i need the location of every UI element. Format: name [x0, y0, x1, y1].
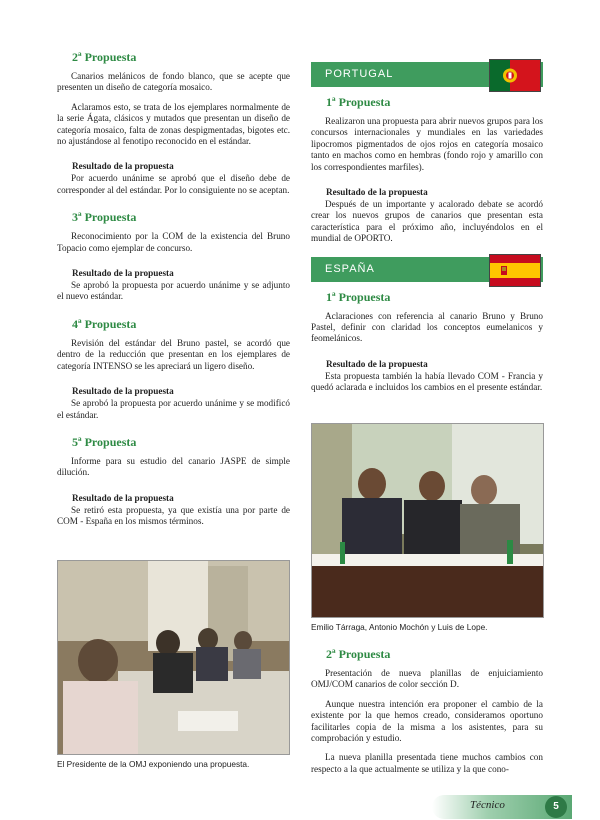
proposal-5-text: Informe para su estudio del canario JASPE de simple dilución.: [57, 455, 290, 478]
proposal-3-result: Se aprobó la propuesta por acuerdo unánime y se adjunto el nuevo estándar.: [57, 280, 290, 302]
proposal-2-heading: 2ª Propuesta: [72, 50, 137, 64]
proposal-5-heading: 5ª Propuesta: [72, 434, 137, 449]
left-column: [57, 50, 290, 536]
proposal-5-result-heading: Resultado de la propuesta: [72, 492, 174, 503]
espana-proposal-1-heading: 1ª Propuesta: [326, 289, 391, 304]
proposal-4-result-heading: Resultado de la propuesta: [72, 386, 174, 397]
espana-proposal-2-heading: 2ª Propuesta: [326, 647, 391, 661]
espana-proposal-2-intention: Aunque nuestra intención era proponer el cambio de la existente por la que hemos creado, consideramos oportuno facilitarles copia de la misma a los asistentes, para su comprobación y estudio.: [311, 698, 543, 744]
portugal-result-heading: Resultado de la propuesta: [326, 187, 428, 198]
right-column-lower: [311, 647, 543, 783]
portugal-proposal-1-text: Realizaron una propuesta para abrir nuevos grupos para los concursos internacionales y mundiales en las variedades lipocromos pigmentados de ojos rojos en categoría mosaico tanto en machos como en hembras (fondo rojo y amarillo con los correspondientes marfiles).: [311, 116, 543, 172]
right-column: [311, 62, 543, 402]
photo-caption-right: Emilio Tárraga, Antonio Mochón y Luis de Lope.: [311, 622, 488, 632]
espana-proposal-1-text: Aclaraciones con referencia al canario Bruno y Bruno Pastel, definir con claridad los conceptos eumelanicos y feomelánicos.: [311, 310, 543, 344]
espana-proposal-2-text: Presentación de nueva planillas de enjuiciamiento OMJ/COM canarios de color sección D.: [311, 668, 543, 690]
proposal-2-result-heading: Resultado de la propuesta: [72, 161, 174, 172]
espana-result-heading: Resultado de la propuesta: [326, 358, 428, 369]
proposal-4-heading: 4ª Propuesta: [72, 316, 137, 331]
espana-banner: [311, 257, 543, 282]
proposal-3-text: Reconocimiento por la COM de la existencia del Bruno Topacio como ejemplar de concurso.: [57, 231, 290, 253]
proposal-4-text: Revisión del estándar del Bruno pastel, se acordó que dentro de la reducción que presentan en los ejemplares de categoría INTENSO se les apreciará un ligero diseño.: [57, 337, 290, 371]
proposal-3-heading: 3ª Propuesta: [72, 210, 137, 225]
portugal-banner: [311, 62, 543, 87]
footer-section-label: Técnico: [470, 799, 505, 811]
meeting-photo-right: [311, 423, 544, 618]
espana-banner-label: ESPAÑA: [325, 262, 375, 275]
espana-result: Esta propuesta también la había llevado COM - Francia y quedó aclarada e incluidos los cambios en el presente estándar.: [311, 370, 543, 393]
portugal-proposal-1-heading: 1ª Propuesta: [326, 95, 391, 109]
page-number: 5: [545, 796, 567, 818]
spain-flag-icon: [489, 254, 541, 287]
proposal-4-result: Se aprobó la propuesta por acuerdo unánime y se modificó el estándar.: [57, 398, 290, 420]
proposal-2-text: Canarios melánicos de fondo blanco, que se acepte que presenten un diseño de categoría mosaico.: [57, 71, 290, 93]
espana-proposal-2-changes: La nueva planilla presentada tiene muchos cambios con respecto a la que actualmente se utiliza y la que cono-: [311, 752, 543, 774]
proposal-2-clarification: Aclaramos esto, se trata de los ejemplares normalmente de la serie Ágata, clásicos y mutados que presentan un diseño de categoría mosaico, falta de zonas despigmentadas, bigotes etc. no ajustándose al fenotipo reconocido en el estándar.: [57, 101, 290, 147]
proposal-3-result-heading: Resultado de la propuesta: [72, 268, 174, 279]
photo-caption-left: El Presidente de la OMJ exponiendo una propuesta.: [57, 759, 250, 769]
proposal-2-result: Por acuerdo unánime se aprobó que el diseño debe de corresponder al del estándar. Por lo consiguiente no se aceptan.: [57, 173, 290, 195]
portugal-flag-icon: [489, 59, 541, 92]
meeting-photo-left: [57, 560, 290, 755]
proposal-5-result: Se retiró esta propuesta, ya que existía una por parte de COM - España en los mismos términos.: [57, 504, 290, 527]
portugal-result: Después de un importante y acalorado debate se acordó crear los nuevos grupos de canarios que presentan esta característica para el próximo año, incluyéndolos en el mundial de OPORTO.: [311, 199, 543, 244]
portugal-banner-label: PORTUGAL: [325, 68, 394, 80]
